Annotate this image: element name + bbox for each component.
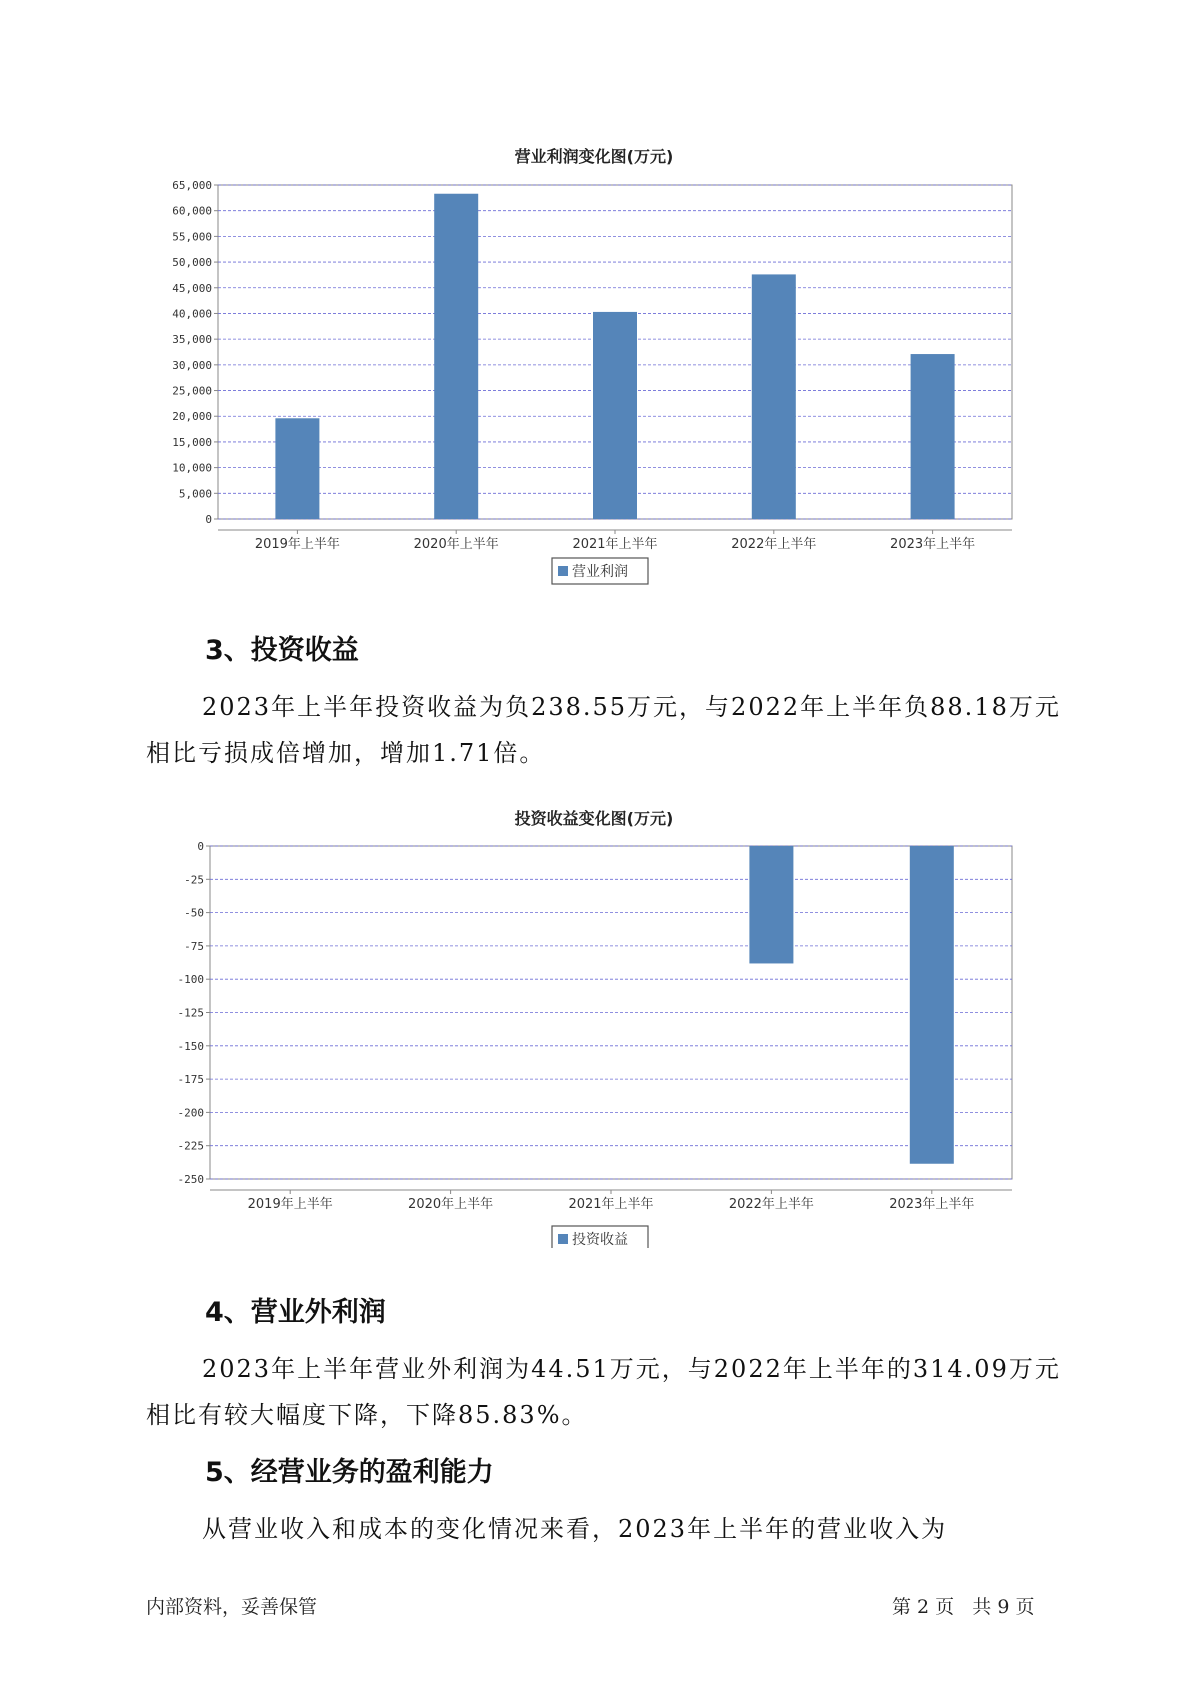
x-tick-label: 2020年上半年 [408, 1197, 494, 1212]
y-tick-label: 15,000 [172, 435, 212, 449]
y-tick-label: 45,000 [172, 281, 212, 295]
y-tick-label: 35,000 [172, 333, 212, 347]
x-tick-label: 2021年上半年 [572, 537, 658, 552]
footer-left: 内部资料，妥善保管 [146, 1596, 318, 1618]
legend-swatch [558, 566, 568, 576]
y-tick-label: -50 [184, 906, 204, 920]
bar-2023年上半年 [910, 846, 954, 1164]
x-tick-label: 2022年上半年 [728, 1197, 814, 1212]
chart-title-operating-profit: 营业利润变化图(万元) [514, 147, 674, 166]
section-heading-business-profitability: 5、经营业务的盈利能力 [205, 1457, 494, 1488]
y-tick-label: 65,000 [172, 179, 212, 192]
bar-2022年上半年 [752, 274, 796, 519]
y-tick-label: 30,000 [172, 358, 212, 372]
bar-2022年上半年 [749, 846, 793, 963]
x-tick-label: 2023年上半年 [890, 537, 976, 552]
bar-2023年上半年 [911, 354, 955, 519]
footer-page-number: 第 2 页 共 9 页 [892, 1596, 1035, 1618]
section-paragraph-investment-income: 2023年上半年投资收益为负238.55万元，与2022年上半年负88.18万元相比亏损成倍增加，增加1.71倍。 [146, 693, 1061, 767]
x-tick-label: 2023年上半年 [889, 1197, 975, 1212]
operating-profit-chart-svg [160, 175, 1040, 595]
section-paragraph-non-operating-profit: 2023年上半年营业外利润为44.51万元，与2022年上半年的314.09万元相比有较大幅度下降，下降85.83%。 [146, 1355, 1061, 1429]
legend-label: 营业利润 [572, 564, 628, 580]
y-tick-label: -75 [184, 939, 204, 953]
y-tick-label: 20,000 [172, 410, 212, 424]
x-tick-label: 2019年上半年 [247, 1197, 333, 1212]
bar-2021年上半年 [593, 312, 637, 519]
y-tick-label: 55,000 [172, 230, 212, 244]
operating-profit-chart [160, 175, 1040, 595]
section-paragraph-business-profitability: 从营业收入和成本的变化情况来看，2023年上半年的营业收入为 [202, 1515, 948, 1543]
y-tick-label: -150 [177, 1039, 204, 1053]
investment-income-chart-svg [160, 838, 1040, 1248]
legend-swatch [558, 1234, 568, 1244]
y-tick-label: 0 [197, 840, 204, 853]
x-tick-label: 2022年上半年 [731, 537, 817, 552]
y-tick-label: -200 [177, 1106, 204, 1120]
y-tick-label: -250 [177, 1173, 204, 1186]
y-tick-label: -100 [177, 973, 204, 987]
y-tick-label: -175 [177, 1073, 204, 1087]
y-tick-label: 10,000 [172, 461, 212, 475]
bar-2019年上半年 [275, 418, 319, 519]
y-tick-label: 25,000 [172, 384, 212, 398]
y-tick-label: 60,000 [172, 204, 212, 218]
y-tick-label: -125 [177, 1006, 204, 1020]
y-tick-label: -25 [184, 873, 204, 887]
y-tick-label: 40,000 [172, 307, 212, 321]
legend-label: 投资收益 [572, 1232, 628, 1248]
x-tick-label: 2020年上半年 [413, 537, 499, 552]
section-heading-investment-income: 3、投资收益 [205, 635, 359, 666]
y-tick-label: 5,000 [178, 487, 212, 501]
section-heading-non-operating-profit: 4、营业外利润 [205, 1297, 386, 1328]
x-tick-label: 2019年上半年 [254, 537, 340, 552]
chart-title-investment-income: 投资收益变化图(万元) [514, 809, 674, 828]
investment-income-chart [160, 838, 1040, 1248]
y-tick-label: -225 [177, 1139, 204, 1153]
y-tick-label: 50,000 [172, 256, 212, 270]
x-tick-label: 2021年上半年 [568, 1197, 654, 1212]
bar-2020年上半年 [434, 194, 478, 519]
y-tick-label: 0 [205, 513, 212, 526]
